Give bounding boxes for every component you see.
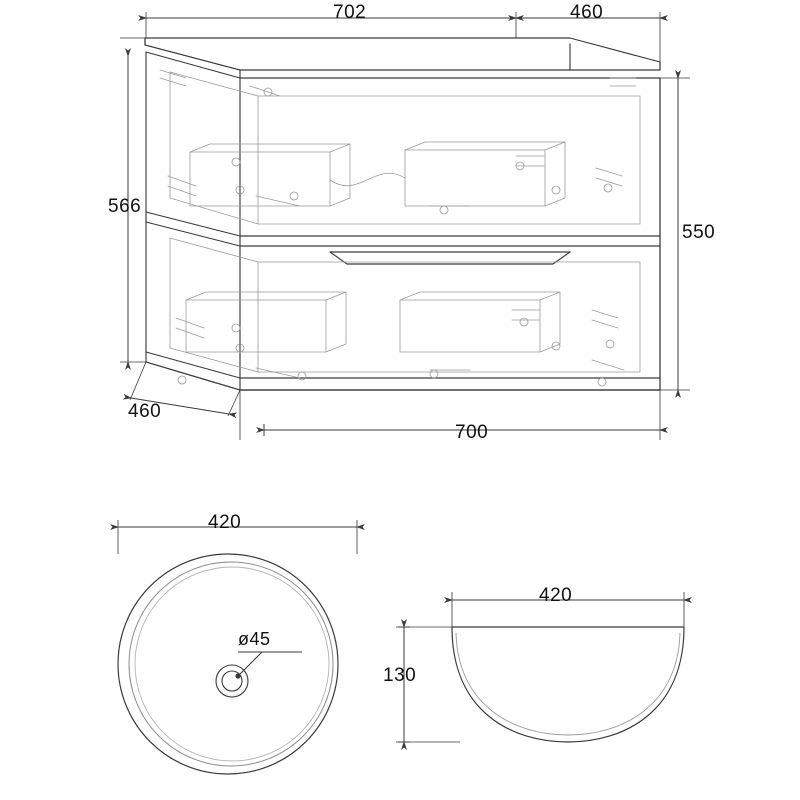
dimension-label-basin-diameter: 420 xyxy=(208,512,242,533)
dimension-label-right-height: 550 xyxy=(682,222,716,243)
dimension-label-top-depth: 460 xyxy=(570,2,604,23)
cabinet-interior-hidden-lines xyxy=(160,70,640,386)
cabinet-extension-lines xyxy=(120,12,690,440)
dimension-label-bottom-depth: 460 xyxy=(128,401,162,422)
dimension-label-drain-diameter: ø45 xyxy=(238,629,271,649)
dimension-label-top-width: 702 xyxy=(333,2,367,23)
cabinet-dimension-lines xyxy=(128,18,678,436)
dimension-label-bottom-width: 700 xyxy=(455,422,489,443)
dimension-label-basin-height: 130 xyxy=(383,665,417,686)
basin-side-view-vectors xyxy=(396,592,684,742)
dimension-label-basin-width: 420 xyxy=(539,585,573,606)
dimension-label-left-height: 566 xyxy=(108,196,142,217)
cabinet-outline xyxy=(145,38,660,390)
